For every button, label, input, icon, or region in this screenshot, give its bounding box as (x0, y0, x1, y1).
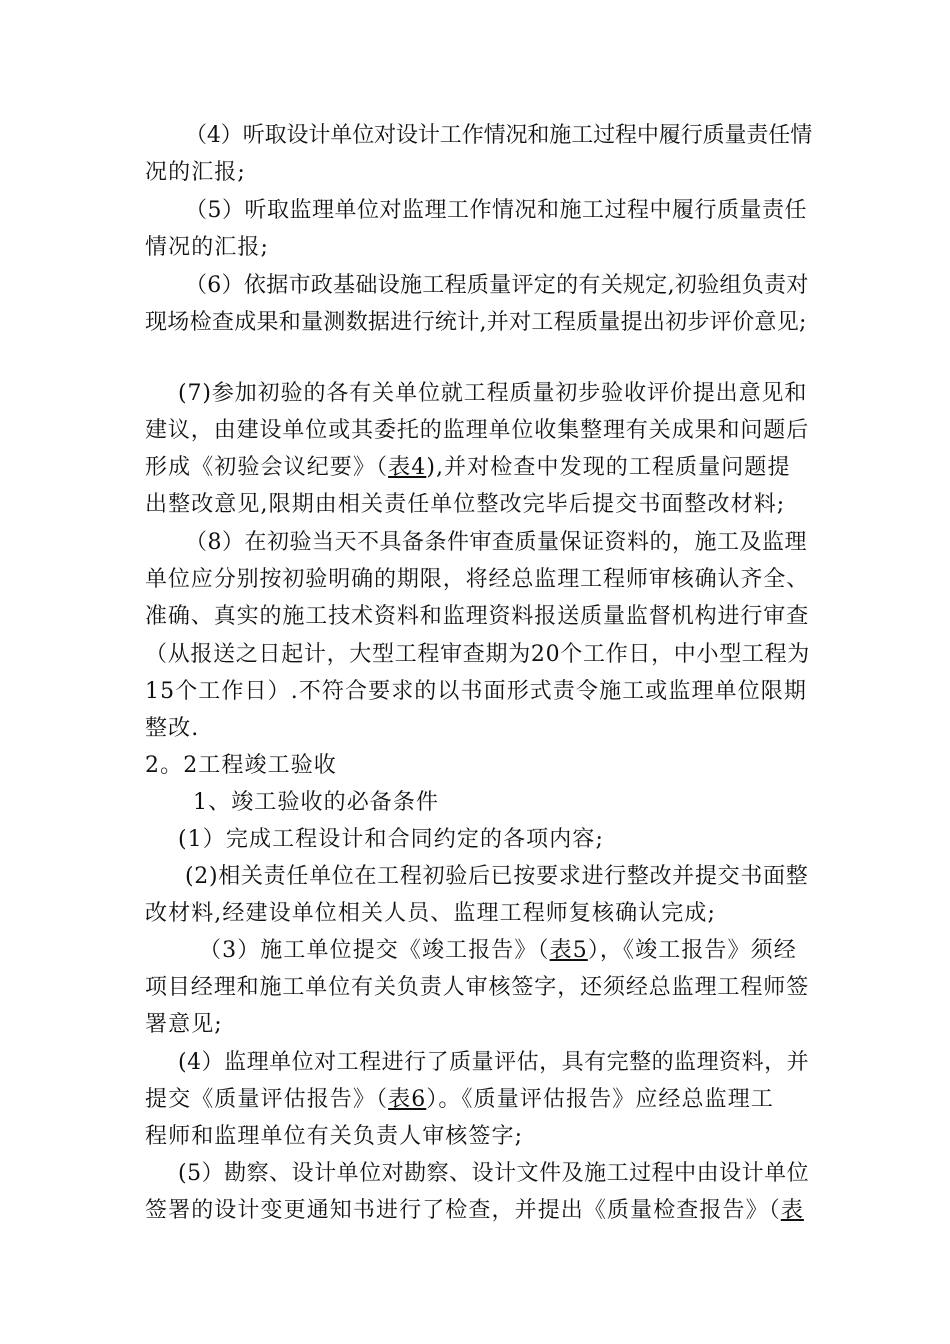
text-line: 改材料,经建设单位相关人员、监理工程师复核确认完成; (145, 901, 717, 926)
text-line: 现场检查成果和量测数据进行统计,并对工程质量提出初步评价意见; (145, 310, 807, 335)
text-line: 项目经理和施工单位有关负责人审核签字，还须经总监理工程师签 (145, 975, 810, 1000)
text-line: 情况的汇报; (145, 235, 270, 260)
text-line: (7)参加初验的各有关单位就工程质量初步验收评价提出意见和 (178, 381, 808, 406)
text-line: 整改. (145, 716, 200, 741)
text-line: （6）依据市政基础设施工程质量评定的有关规定,初验组负责对 (185, 273, 809, 298)
table-5-link[interactable]: 表5 (549, 938, 588, 963)
text-segment: ）。《质量评估报告》应经总监理工 (426, 1087, 774, 1112)
text-segment: （3）施工单位提交《竣工报告》（ (199, 938, 550, 963)
text-line: 程师和监理单位有关负责人审核签字; (145, 1124, 524, 1149)
text-line (199, 936, 797, 966)
text-line: 署意见; (145, 1012, 223, 1037)
text-line (145, 453, 791, 483)
text-line: （5）听取监理单位对监理工作情况和施工过程中履行质量责任 (185, 198, 807, 223)
text-line: （4）听取设计单位对设计工作情况和施工过程中履行质量责任情 (185, 123, 813, 148)
text-line: (5）勘察、设计单位对勘察、设计文件及施工过程中由设计单位 (178, 1161, 810, 1186)
text-segment: ),并对检查中发现的工程质量问题提 (426, 455, 791, 480)
table-4-link[interactable]: 表4 (388, 455, 427, 480)
text-line: (1）完成工程设计和合同约定的各项内容; (178, 827, 604, 852)
text-line: 建议，由建设单位或其委托的监理单位收集整理有关成果和问题后 (145, 418, 810, 443)
text-line: 15个工作日）.不符合要求的以书面形式责令施工或监理单位限期 (145, 679, 807, 704)
text-line: (4）监理单位对工程进行了质量评估，具有完整的监理资料，并 (178, 1050, 810, 1075)
text-line (145, 1085, 774, 1115)
text-segment: 形成《初验会议纪要》（ (145, 455, 389, 480)
table-link[interactable]: 表 (780, 1198, 804, 1223)
text-segment: 提交《质量评估报告》（ (145, 1087, 389, 1112)
subsection-heading: 1、竣工验收的必备条件 (193, 790, 440, 815)
section-heading: 2。2工程竣工验收 (145, 753, 337, 778)
text-line: 单位应分别按初验明确的期限，将经总监理工程师审核确认齐全、 (145, 567, 810, 592)
text-segment: ），《竣工报告》须经 (587, 938, 797, 963)
text-line: （8）在初验当天不具备条件审查质量保证资料的，施工及监理 (185, 530, 807, 555)
text-line: （从报送之日起计，大型工程审查期为20个工作日，中小型工程为 (145, 642, 810, 667)
text-segment: 签署的设计变更通知书进行了检查，并提出《质量检查报告》（ (145, 1198, 781, 1223)
text-line: 况的汇报; (145, 160, 246, 185)
table-6-link[interactable]: 表6 (388, 1087, 427, 1112)
text-line (145, 1196, 804, 1226)
text-line: (2)相关责任单位在工程初验后已按要求进行整改并提交书面整 (185, 864, 809, 889)
text-line: 准确、真实的施工技术资料和监理资料报送质量监督机构进行审查 (145, 604, 810, 629)
text-line: 出整改意见,限期由相关责任单位整改完毕后提交书面整改材料; (145, 492, 786, 517)
